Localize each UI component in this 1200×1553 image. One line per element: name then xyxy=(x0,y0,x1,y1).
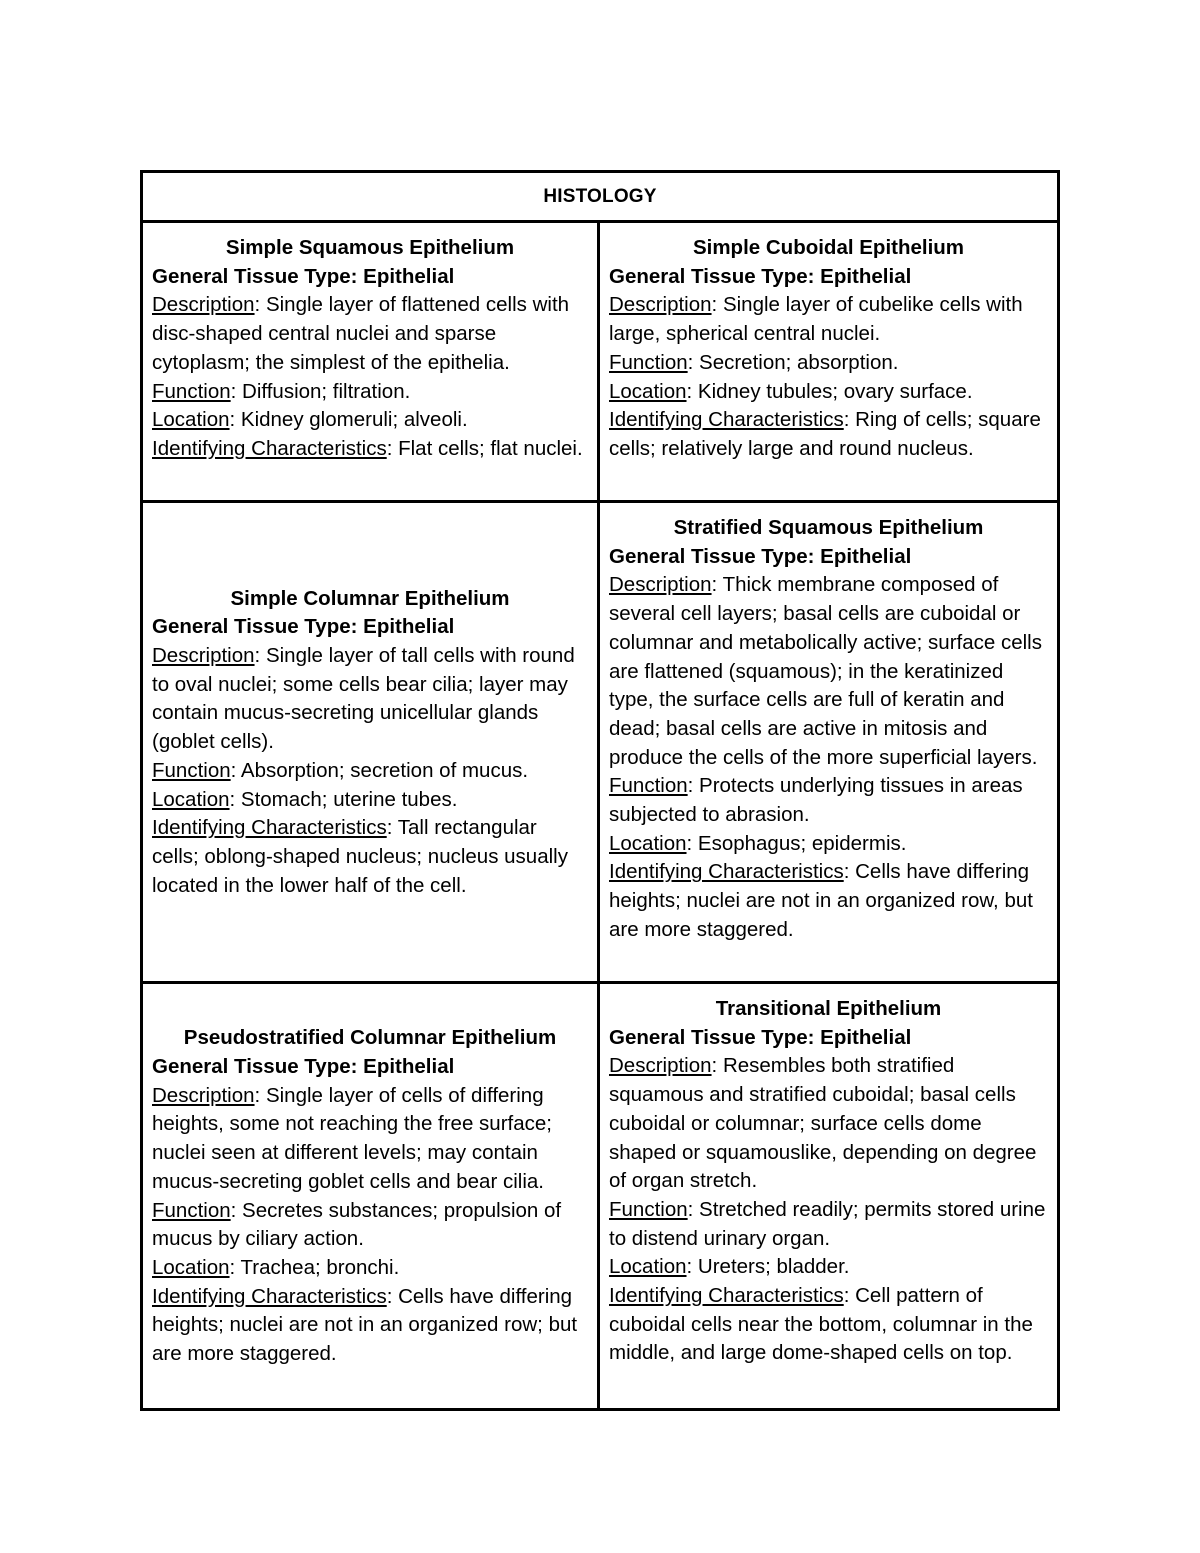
function-line xyxy=(152,378,588,407)
identifying-text: : Tall rectangular cells; oblong-shaped nucleus; nucleus usually located in the lower half of the cell. xyxy=(152,816,568,897)
description-label: Description xyxy=(152,644,255,668)
tissue-cell-simple-columnar xyxy=(143,503,600,981)
general-tissue-type: General Tissue Type: Epithelial xyxy=(609,264,912,288)
function-label: Function xyxy=(152,758,231,782)
table-title: HISTOLOGY xyxy=(143,173,1057,223)
description-line xyxy=(152,642,588,757)
tissue-cell-stratified-squamous xyxy=(600,503,1057,981)
description-text: : Thick membrane composed of several cell layers; basal cells are cuboidal or columnar and metabolically active; surface cells are flattened (squamous); in the keratinized type, the surface cells are full of keratin and dead; basal cells are active in mitosis and produce the cells of the more superficial layers. xyxy=(609,573,1042,769)
location-text: : Kidney tubules; ovary surface. xyxy=(686,379,973,403)
function-label: Function xyxy=(609,350,688,374)
identifying-line xyxy=(152,435,588,464)
function-line xyxy=(152,1197,588,1254)
location-line xyxy=(152,406,588,435)
table-row xyxy=(143,984,1057,1408)
description-text: : Single layer of cubelike cells with large, spherical central nuclei. xyxy=(609,293,1023,346)
description-line xyxy=(152,291,588,377)
identifying-text: : Flat cells; flat nuclei. xyxy=(386,436,583,460)
location-line xyxy=(152,786,588,815)
function-text: : Secretion; absorption. xyxy=(687,350,899,374)
general-tissue-type: General Tissue Type: Epithelial xyxy=(152,615,455,639)
table-row xyxy=(143,223,1057,503)
function-label: Function xyxy=(152,379,231,403)
identifying-line xyxy=(152,1283,588,1369)
description-text: : Single layer of tall cells with round to oval nuclei; some cells bear cilia; layer may contain mucus-secreting unicellular glands (goblet cells). xyxy=(152,644,575,754)
histology-table xyxy=(140,170,1060,1411)
general-tissue-type: General Tissue Type: Epithelial xyxy=(609,1025,912,1049)
description-line xyxy=(609,571,1048,772)
location-text: : Stomach; uterine tubes. xyxy=(229,787,458,811)
description-line xyxy=(609,1052,1048,1196)
tissue-name: Pseudostratified Columnar Epithelium xyxy=(183,1026,557,1050)
description-line xyxy=(152,1082,588,1197)
identifying-label: Identifying Characteristics xyxy=(609,860,844,884)
description-label: Description xyxy=(152,293,255,317)
function-line xyxy=(609,349,1048,378)
description-label: Description xyxy=(609,573,712,597)
identifying-label: Identifying Characteristics xyxy=(152,816,387,840)
description-text: : Single layer of flattened cells with disc-shaped central nuclei and sparse cytoplasm; the simplest of the epithelia. xyxy=(152,293,570,374)
description-text: : Single layer of cells of differing heights, some not reaching the free surface; nuclei seen at different levels; may contain mucus-secreting goblet cells and bear cilia. xyxy=(152,1083,552,1193)
location-text: : Ureters; bladder. xyxy=(686,1255,850,1279)
location-line xyxy=(609,830,1048,859)
identifying-line xyxy=(609,1282,1048,1368)
function-label: Function xyxy=(152,1198,231,1222)
tissue-cell-simple-cuboidal xyxy=(600,223,1057,500)
function-text: : Diffusion; filtration. xyxy=(230,379,411,403)
function-line xyxy=(609,1196,1048,1253)
location-line xyxy=(609,378,1048,407)
tissue-name: Transitional Epithelium xyxy=(715,997,942,1020)
description-label: Description xyxy=(152,1083,255,1107)
tissue-name: Simple Squamous Epithelium xyxy=(225,236,515,259)
tissue-name: Stratified Squamous Epithelium xyxy=(673,516,984,539)
function-text: : Secretes substances; propulsion of mucus by ciliary action. xyxy=(152,1198,562,1251)
function-line xyxy=(152,757,588,786)
location-label: Location xyxy=(152,1255,230,1279)
identifying-label: Identifying Characteristics xyxy=(152,436,387,460)
tissue-cell-transitional xyxy=(600,984,1057,1408)
identifying-line xyxy=(609,406,1048,463)
location-text: : Kidney glomeruli; alveoli. xyxy=(229,408,468,432)
identifying-text: : Cells have differing heights; nuclei are not in an organized row, but are more staggered. xyxy=(609,860,1033,941)
location-label: Location xyxy=(152,787,230,811)
tissue-cell-pseudostratified-columnar xyxy=(143,984,600,1408)
function-label: Function xyxy=(609,1197,688,1221)
location-text: : Esophagus; epidermis. xyxy=(686,831,907,855)
location-label: Location xyxy=(609,379,687,403)
tissue-name: Simple Cuboidal Epithelium xyxy=(692,236,965,259)
function-line xyxy=(609,772,1048,829)
location-label: Location xyxy=(609,1255,687,1279)
function-text: : Stretched readily; permits stored urine to distend urinary organ. xyxy=(609,1197,1046,1250)
general-tissue-type: General Tissue Type: Epithelial xyxy=(152,264,455,288)
identifying-text: : Ring of cells; square cells; relatively large and round nucleus. xyxy=(609,408,1041,460)
description-label: Description xyxy=(609,1054,712,1078)
location-label: Location xyxy=(152,408,230,432)
description-text: : Resembles both stratified squamous and stratified cuboidal; basal cells cuboidal or columnar; surface cells dome shaped or squamouslike, depending on degree of organ stretch. xyxy=(609,1054,1037,1193)
function-label: Function xyxy=(609,774,688,798)
identifying-line xyxy=(609,858,1048,944)
general-tissue-type: General Tissue Type: Epithelial xyxy=(152,1054,455,1078)
general-tissue-type: General Tissue Type: Epithelial xyxy=(609,544,912,568)
identifying-line xyxy=(152,814,588,900)
tissue-cell-simple-squamous xyxy=(143,223,600,500)
description-label: Description xyxy=(609,293,712,317)
description-line xyxy=(609,291,1048,348)
location-line xyxy=(609,1253,1048,1282)
identifying-label: Identifying Characteristics xyxy=(152,1284,387,1308)
identifying-text: : Cell pattern of cuboidal cells near the bottom, columnar in the middle, and large dome-shaped cells on top. xyxy=(609,1284,1033,1365)
identifying-label: Identifying Characteristics xyxy=(609,408,844,432)
identifying-text: : Cells have differing heights; nuclei are not in an organized row; but are more staggered. xyxy=(152,1284,578,1366)
function-text: : Protects underlying tissues in areas subjected to abrasion. xyxy=(609,774,1023,827)
tissue-name: Simple Columnar Epithelium xyxy=(230,586,510,610)
location-line xyxy=(152,1254,588,1283)
identifying-label: Identifying Characteristics xyxy=(609,1284,844,1308)
location-text: : Trachea; bronchi. xyxy=(229,1255,400,1279)
table-row xyxy=(143,503,1057,984)
function-text: : Absorption; secretion of mucus. xyxy=(230,758,529,782)
location-label: Location xyxy=(609,831,687,855)
